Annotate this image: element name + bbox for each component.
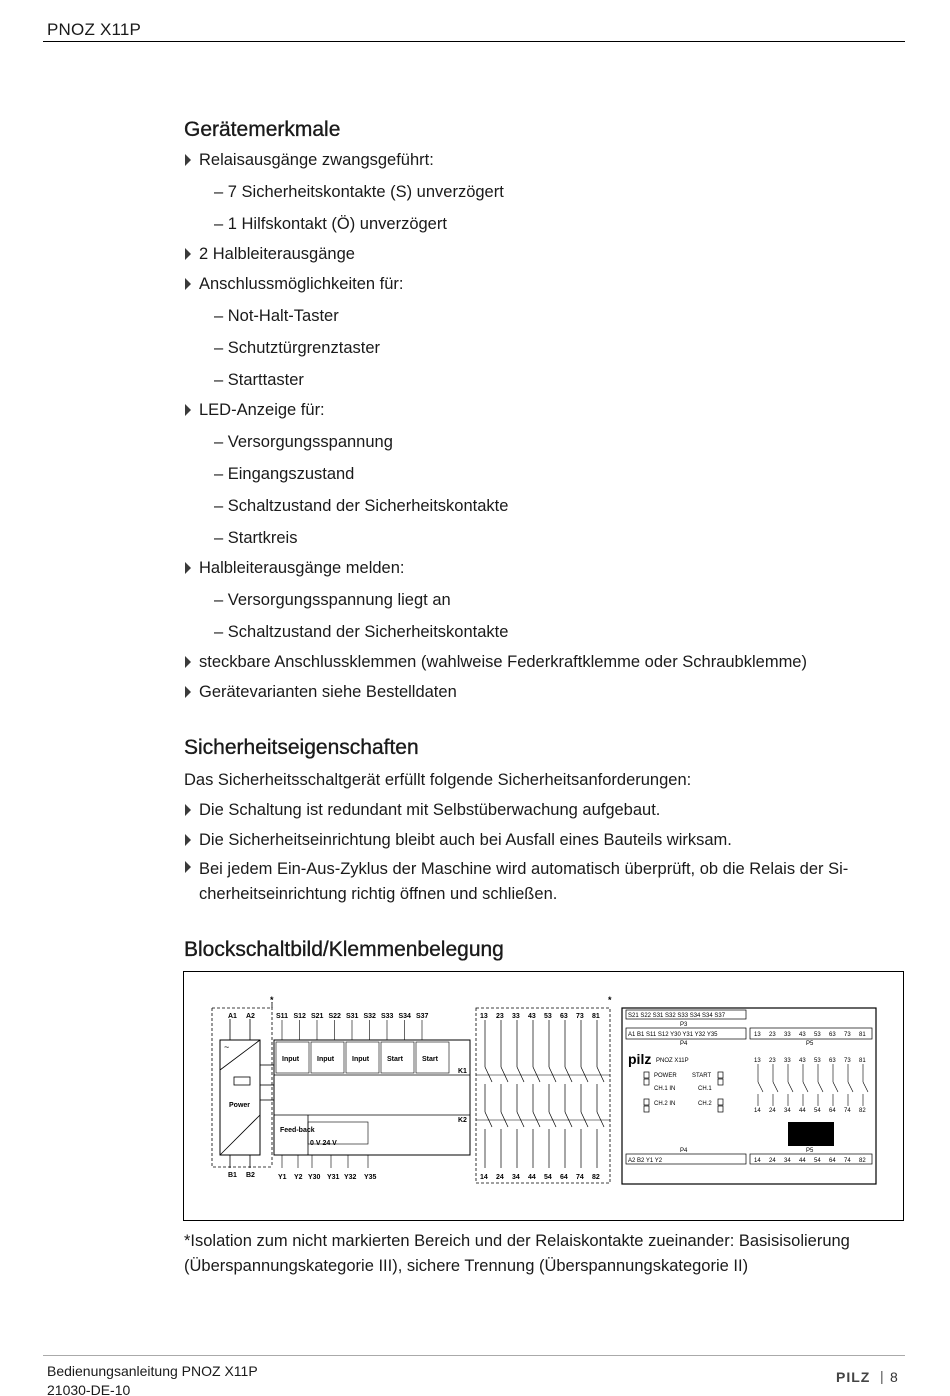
terminal-label: A1	[228, 1013, 237, 1020]
terminal-label: S33	[381, 1013, 394, 1020]
panel-contact-label: 34	[784, 1158, 791, 1164]
panel-contact-label: 81	[859, 1032, 866, 1038]
list-item: 2 Halbleiterausgänge	[184, 244, 355, 264]
panel-contact-label: 13	[754, 1058, 761, 1064]
led-label: POWER	[654, 1073, 677, 1079]
contact-label: 63	[560, 1013, 568, 1020]
contact-label: 43	[528, 1013, 536, 1020]
panel-contact-label: 53	[814, 1032, 821, 1038]
wire-line	[773, 1082, 778, 1092]
list-subitem: – Startkreis	[214, 529, 298, 547]
panel-contact-label: 24	[769, 1108, 776, 1114]
panel-contact-label: 33	[784, 1058, 791, 1064]
contact-label: 81	[592, 1013, 600, 1020]
panel-contact-label: 81	[859, 1058, 866, 1064]
panel-contact-label: 82	[859, 1108, 866, 1114]
contact-label: 13	[480, 1013, 488, 1020]
led-label: CH.1	[698, 1086, 712, 1092]
wire-line	[485, 1067, 492, 1082]
logic-block-label: Input	[317, 1056, 335, 1063]
wire-line	[597, 1112, 604, 1127]
list-subitem: – Schaltzustand der Sicherheitskontakte	[214, 497, 509, 515]
panel-model: PNOZ X11P	[656, 1058, 689, 1064]
list-subitem: – 1 Hilfskontakt (Ö) unverzögert	[214, 215, 447, 233]
panel-terminal-row: A2 B2 Y1 Y2	[628, 1158, 663, 1164]
led-label: CH.1 IN	[654, 1086, 676, 1092]
wire-line	[758, 1082, 763, 1092]
panel-terminal-row: S21 S22 S31 S32 S33 S34 S34 S37	[628, 1013, 726, 1019]
panel-contact-label: 44	[799, 1108, 806, 1114]
contact-label: 44	[528, 1174, 536, 1181]
logic-block-label: Input	[282, 1056, 300, 1063]
header-divider	[43, 41, 905, 42]
contact-label: 23	[496, 1013, 504, 1020]
wire-line	[517, 1067, 524, 1082]
list-item: Die Sicherheitseinrichtung bleibt auch bei Ausfall eines Bauteils wirksam.	[184, 830, 732, 850]
header-title: PNOZ X11P	[47, 20, 142, 39]
panel-contact-label: 73	[844, 1058, 851, 1064]
wire-line	[501, 1067, 508, 1082]
list-item: Gerätevarianten siehe Bestelldaten	[184, 682, 457, 702]
wire-line	[581, 1112, 588, 1127]
relay-k2-label: K2	[458, 1117, 467, 1124]
heading-diagram: Blockschaltbild/Klemmenbelegung	[184, 938, 504, 961]
panel-contact-label: 74	[844, 1108, 851, 1114]
heading-safety: Sicherheitseigenschaften	[184, 736, 419, 759]
list-subitem: – Starttaster	[214, 371, 304, 389]
panel-contact-label: 23	[769, 1058, 776, 1064]
contact-label: 34	[512, 1174, 520, 1181]
footer-doc-number: 21030-DE-10	[47, 1382, 131, 1396]
panel-contact-label: 53	[814, 1058, 821, 1064]
terminal-label: S37	[416, 1013, 429, 1020]
relay-k1-label: K1	[458, 1068, 467, 1075]
list-item: Halbleiterausgänge melden:	[184, 558, 404, 578]
panel-contact-label: 63	[829, 1058, 836, 1064]
terminal-label: Y1	[278, 1174, 287, 1181]
panel-contact-label: 54	[814, 1158, 821, 1164]
contact-label: 33	[512, 1013, 520, 1020]
wire-line	[549, 1112, 556, 1127]
wire-line	[533, 1067, 540, 1082]
led-label: CH.2	[698, 1101, 712, 1107]
terminal-label: S21	[311, 1013, 324, 1020]
feedback-label: Feed-back	[280, 1127, 315, 1134]
wire-line	[581, 1067, 588, 1082]
block-diagram-svg	[184, 972, 905, 1222]
panel-contact-label: 63	[829, 1032, 836, 1038]
star-mark: *	[270, 995, 274, 1005]
wire-line	[533, 1112, 540, 1127]
terminal-label: Y2	[294, 1174, 303, 1181]
list-subitem: – Schutztürgrenztaster	[214, 339, 380, 357]
logic-block-label: Input	[352, 1056, 370, 1063]
contact-label: 54	[544, 1174, 552, 1181]
footer-divider	[43, 1355, 905, 1356]
terminal-label: A2	[246, 1013, 255, 1020]
safety-intro: Das Sicherheitsschaltgerät erfüllt folgende Sicherheitsanforderungen:	[184, 771, 692, 789]
list-item: Bei jedem Ein-Aus-Zyklus der Maschine wird automatisch überprüft, ob die Relais der Si-cherheitseinrichtung richtig öffnen und schließen.	[184, 857, 889, 907]
list-item: LED-Anzeige für:	[184, 400, 325, 420]
wire-line	[549, 1067, 556, 1082]
tilde-label: ~	[224, 1042, 230, 1052]
voltage-label: 0 V 24 V	[310, 1140, 337, 1147]
terminal-label: S32	[363, 1013, 376, 1020]
list-item: steckbare Anschlussklemmen (wahlweise Federkraftklemme oder Schraubklemme)	[184, 652, 807, 672]
terminal-label: Y35	[364, 1174, 377, 1181]
panel-contact-label: 24	[769, 1158, 776, 1164]
panel-contact-label: 64	[829, 1108, 836, 1114]
wire-line	[565, 1067, 572, 1082]
panel-terminal-row: A1 B1 S11 S12 Y30 Y31 Y32 Y35	[628, 1032, 718, 1038]
list-subitem: – Eingangszustand	[214, 465, 355, 483]
led-label: START	[692, 1073, 712, 1079]
contact-label: 73	[576, 1013, 584, 1020]
led-label: CH.2 IN	[654, 1101, 676, 1107]
panel-label: P4	[680, 1148, 688, 1154]
heading-features: Gerätemerkmale	[184, 118, 341, 141]
block-diagram	[183, 971, 904, 1221]
wire-line	[565, 1112, 572, 1127]
panel-contact-label: 33	[784, 1032, 791, 1038]
panel-contact-label: 64	[829, 1158, 836, 1164]
brand-logo: pilz	[628, 1051, 652, 1067]
panel-contact-label: 43	[799, 1058, 806, 1064]
panel-label: P5	[806, 1148, 814, 1154]
terminal-label: S11	[276, 1013, 289, 1020]
star-mark: *	[608, 995, 612, 1005]
list-item: Anschlussmöglichkeiten für:	[184, 274, 404, 294]
panel-contact-label: 23	[769, 1032, 776, 1038]
page-number: 8	[890, 1369, 898, 1385]
wire-line	[803, 1082, 808, 1092]
list-subitem: – Versorgungsspannung liegt an	[214, 591, 451, 609]
panel-contact-label: 14	[754, 1108, 761, 1114]
terminal-label: Y31	[327, 1174, 340, 1181]
power-label: Power	[229, 1102, 251, 1109]
panel-contact-label: 74	[844, 1158, 851, 1164]
panel-label: P4	[680, 1041, 688, 1047]
terminal-label: Y32	[344, 1174, 357, 1181]
contact-label: 24	[496, 1174, 504, 1181]
wire-line	[485, 1112, 492, 1127]
terminal-label: S12	[293, 1013, 306, 1020]
logic-block-label: Start	[387, 1056, 403, 1063]
wire-line	[833, 1082, 838, 1092]
terminal-label: B1	[228, 1172, 237, 1179]
footer-logo: PILZ	[836, 1369, 871, 1385]
terminal-label: Y30	[308, 1174, 321, 1181]
terminal-label: S31	[346, 1013, 359, 1020]
contact-label: 14	[480, 1174, 488, 1181]
terminal-label: S34	[398, 1013, 411, 1020]
panel-contact-label: 43	[799, 1032, 806, 1038]
panel-contact-label: 14	[754, 1158, 761, 1164]
list-item: Relaisausgänge zwangsgeführt:	[184, 150, 434, 170]
wire-line	[501, 1112, 508, 1127]
list-subitem: – Not-Halt-Taster	[214, 307, 339, 325]
contact-label: 53	[544, 1013, 552, 1020]
isolation-note: *Isolation zum nicht markierten Bereich und der Relaiskontakte zueinander: Basisisolierung (Überspannungskategorie III), sichere Trennung (Überspannungskategorie II)	[184, 1232, 850, 1275]
contact-label: 82	[592, 1174, 600, 1181]
wire-line	[863, 1082, 868, 1092]
wire-line	[818, 1082, 823, 1092]
wire-line	[788, 1082, 793, 1092]
footer-separator: |	[880, 1368, 884, 1384]
wire-line	[848, 1082, 853, 1092]
terminal-label: S22	[328, 1013, 341, 1020]
wire-line	[517, 1112, 524, 1127]
terminal-label: B2	[246, 1172, 255, 1179]
list-subitem: – 7 Sicherheitskontakte (S) unverzögert	[214, 183, 504, 201]
list-item: Die Schaltung ist redundant mit Selbstüberwachung aufgebaut.	[184, 800, 660, 820]
list-subitem: – Versorgungsspannung	[214, 433, 393, 451]
panel-contact-label: 44	[799, 1158, 806, 1164]
panel-contact-label: 54	[814, 1108, 821, 1114]
panel-contact-label: 13	[754, 1032, 761, 1038]
panel-contact-label: 73	[844, 1032, 851, 1038]
wire-line	[597, 1067, 604, 1082]
logic-block-label: Start	[422, 1056, 438, 1063]
contact-label: 74	[576, 1174, 584, 1181]
contact-label: 64	[560, 1174, 568, 1181]
panel-contact-label: 82	[859, 1158, 866, 1164]
panel-label: P3	[680, 1022, 688, 1028]
panel-contact-label: 34	[784, 1108, 791, 1114]
footer-doc-title: Bedienungsanleitung PNOZ X11P	[47, 1363, 258, 1379]
panel-label: P5	[806, 1041, 814, 1047]
list-subitem: – Schaltzustand der Sicherheitskontakte	[214, 623, 509, 641]
